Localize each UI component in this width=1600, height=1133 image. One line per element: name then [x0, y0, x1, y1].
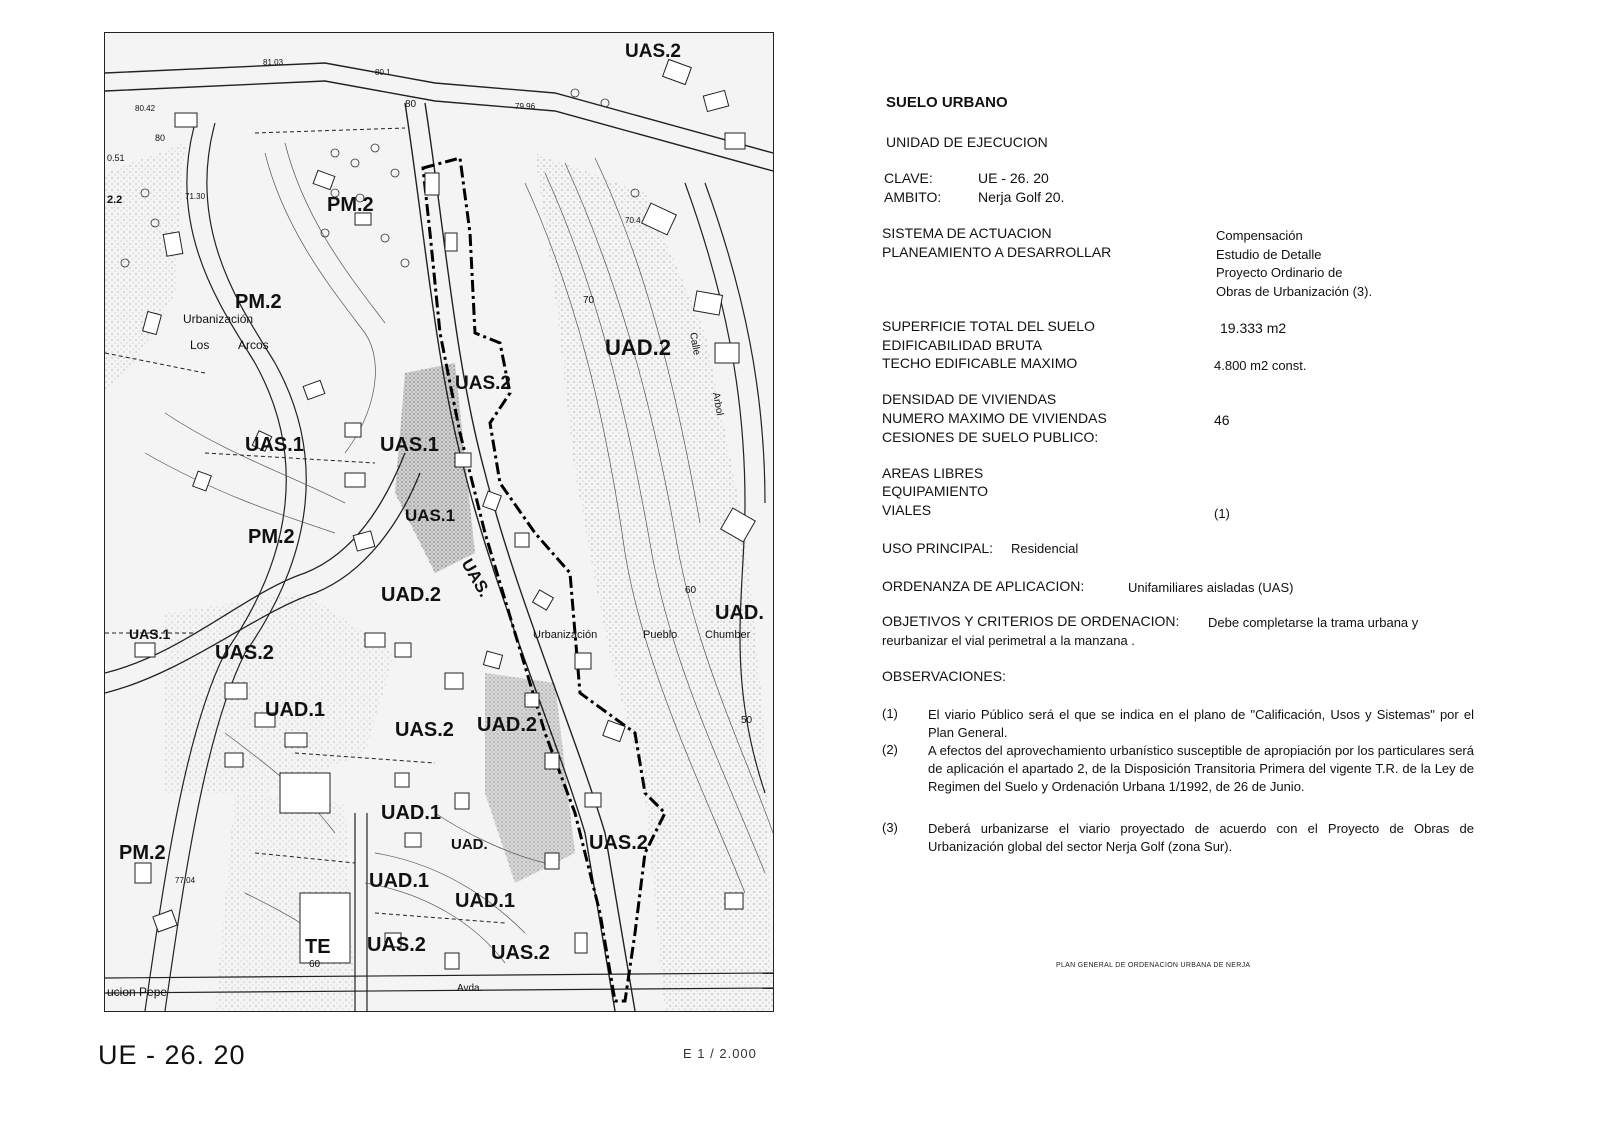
zone-label: UAS.1 [129, 626, 171, 642]
note-number: (2) [882, 742, 898, 757]
objetivos-value: reurbanizar el vial perimetral a la manzana . [882, 633, 1135, 648]
ordenanza-label: ORDENANZA DE APLICACION: [882, 578, 1085, 594]
zone-label: UAD.2 [381, 584, 442, 606]
street-name: Arbol [710, 391, 725, 417]
planeamiento-value: Obras de Urbanización (3). [1216, 284, 1373, 299]
note-text: Deberá urbanizarse el viario proyectado de acuerdo con el Proyecto de Obras de Urbanización global del sector Nerja Golf (zona Sur). [928, 821, 1474, 854]
document-footer: PLAN GENERAL DE ORDENACION URBANA DE NERJA [1056, 962, 1251, 969]
street-name: ucion Pepe [107, 985, 168, 999]
uso-label: USO PRINCIPAL: [882, 540, 993, 556]
techo-label: TECHO EDIFICABLE MAXIMO [882, 355, 1078, 371]
elevation-label: 60 [309, 959, 321, 970]
zone-label: UAS.2 [491, 942, 550, 964]
zone-label: UAS.2 [367, 934, 426, 956]
viales-value: (1) [1214, 506, 1230, 521]
superficie-value: 19.333 m2 [1220, 320, 1287, 336]
sheet-code: UE - 26. 20 [98, 1040, 246, 1070]
observaciones-label: OBSERVACIONES: [882, 668, 1006, 684]
zone-label: UAD.1 [265, 699, 326, 721]
planeamiento-value: Proyecto Ordinario de [1216, 265, 1343, 280]
elevation-label: 77.04 [175, 876, 196, 885]
zone-label: UAD. [715, 602, 764, 624]
urbanization-label: Chumber [705, 629, 751, 641]
areas-label: AREAS LIBRES [882, 465, 984, 481]
note-number: (3) [882, 820, 898, 835]
elevation-label: 70.4 [625, 216, 641, 225]
elevation-label: 80 [405, 99, 417, 110]
superficie-label: SUPERFICIE TOTAL DEL SUELO [882, 318, 1095, 334]
elevation-label: 60 [685, 585, 697, 596]
elevation-label: 50 [741, 715, 753, 726]
street-name: Calle [687, 331, 702, 356]
info-panel [880, 0, 1500, 1000]
zone-label: PM.2 [327, 194, 374, 216]
numero-label: NUMERO MAXIMO DE VIVIENDAS [882, 410, 1107, 426]
note-text: A efectos del aprovechamiento urbanístico susceptible de apropiación por los particulares será de aplicación el apartado 2, de la Disposición Transitoria Primera del vigente T.R. de la Ley de Regimen del Suelo y Ordenación Urbana 1/1992, de 26 de Junio. [928, 743, 1474, 794]
zone-label: UAS. [457, 555, 495, 601]
zone-label: UAS.2 [625, 41, 681, 62]
zone-label: UAS.2 [455, 373, 511, 394]
clave-value: UE - 26. 20 [978, 170, 1049, 186]
urbanization-label: Urbanización [533, 629, 598, 641]
zone-label: UAS.1 [245, 434, 304, 456]
map-scale: E 1 / 2.000 [683, 1046, 757, 1061]
cesiones-label: CESIONES DE SUELO PUBLICO: [882, 429, 1099, 445]
urbanization-label: Los [190, 338, 210, 352]
techo-value: 4.800 m2 const. [1214, 358, 1307, 373]
elevation-label: 81.03 [263, 58, 284, 67]
zone-label: UAS.1 [380, 434, 439, 456]
elevation-label: 80.1 [375, 68, 391, 77]
zone-label: UAD. [451, 836, 488, 853]
objetivos-label: OBJETIVOS Y CRITERIOS DE ORDENACION: [882, 613, 1180, 629]
urbanization-label: Pueblo [643, 629, 678, 641]
objetivos-value: Debe completarse la trama urbana y [1208, 615, 1419, 630]
zone-label: UAD.2 [477, 714, 538, 736]
sistema-label: SISTEMA DE ACTUACION [882, 225, 1052, 241]
note-text: El viario Público será el que se indica en el plano de "Calificación, Usos y Sistemas" por el Plan General. [928, 707, 1474, 740]
section-subtitle: UNIDAD DE EJECUCION [886, 134, 1048, 150]
urbanization-label: Arcos [238, 338, 269, 352]
zone-label: UAS.2 [395, 719, 454, 741]
elevation-label: 0.51 [107, 153, 125, 163]
zone-label: UAD.1 [381, 802, 442, 824]
planeamiento-label: PLANEAMIENTO A DESARROLLAR [882, 244, 1112, 260]
densidad-label: DENSIDAD DE VIVIENDAS [882, 391, 1057, 407]
elevation-label: 2.2 [107, 194, 123, 206]
section-title: SUELO URBANO [886, 94, 1008, 111]
urbanization-label: Urbanización [183, 312, 254, 326]
clave-label: CLAVE: [884, 170, 933, 186]
zoning-map [104, 32, 774, 1012]
equipamiento-label: EQUIPAMIENTO [882, 483, 989, 499]
zone-label: UAD.1 [455, 890, 516, 912]
edificabilidad-label: EDIFICABILIDAD BRUTA [882, 337, 1042, 353]
elevation-label: 79.96 [515, 102, 536, 111]
zone-label: PM.2 [248, 526, 295, 548]
elevation-label: 80 [155, 133, 166, 143]
zone-label: UAS.2 [589, 832, 648, 854]
sistema-value: Compensación [1216, 228, 1303, 243]
street-name: Avda. [457, 983, 483, 994]
planeamiento-value: Estudio de Detalle [1216, 247, 1322, 262]
zone-label: UAD.1 [369, 870, 430, 892]
zone-label: UAS.1 [405, 506, 456, 525]
elevation-label: 80.42 [135, 104, 156, 113]
zone-label: PM.2 [119, 842, 166, 864]
uso-value: Residencial [1011, 541, 1079, 556]
numero-value: 46 [1214, 412, 1230, 428]
note-number: (1) [882, 706, 898, 721]
zone-label: TE [305, 936, 331, 958]
elevation-label: 71.30 [185, 192, 206, 201]
map-drawing [105, 33, 773, 1011]
elevation-label: 70 [583, 295, 595, 306]
zone-label: PM.2 [235, 291, 282, 313]
ambito-label: AMBITO: [884, 189, 942, 205]
ambito-value: Nerja Golf 20. [978, 189, 1065, 205]
ordenanza-value: Unifamiliares aisladas (UAS) [1128, 580, 1294, 595]
zone-label: UAS.2 [215, 642, 274, 664]
zone-label: UAD.2 [605, 335, 672, 360]
viales-label: VIALES [882, 502, 932, 518]
